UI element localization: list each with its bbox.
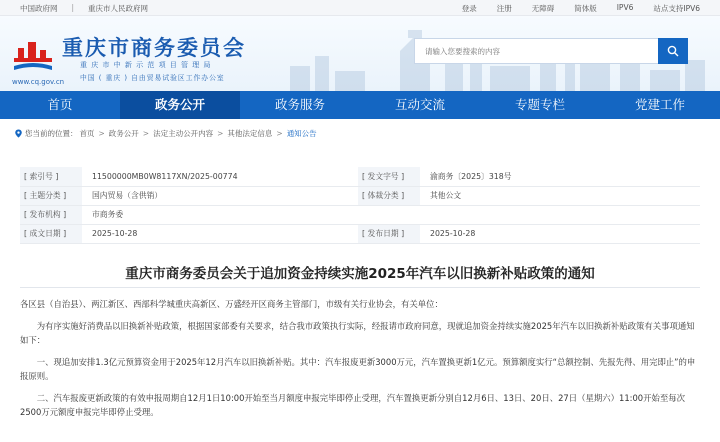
site-header (0, 16, 720, 91)
site-url: www.cq.gov.cn (12, 78, 65, 86)
ipv6-support-text: 站点支持IPV6 (653, 4, 700, 13)
site-subtitle-line1: 重 庆 市 中 新 示 范 项 目 管 理 局 (80, 61, 212, 69)
accessibility-link[interactable]: 无障碍 (531, 4, 555, 13)
link-cq-gov[interactable]: 重庆市人民政府网 (88, 4, 149, 13)
site-name: 重庆市商务委员会 (62, 36, 246, 60)
meta-key: [ 索引号 ] (20, 167, 82, 186)
meta-key: [ 主题分类 ] (20, 186, 82, 205)
breadcrumb-statutory[interactable]: 法定主动公开内容 (153, 129, 214, 138)
meta-key: [ 成文日期 ] (20, 224, 82, 243)
meta-value: 其他公文 (420, 186, 700, 205)
breadcrumb (14, 128, 317, 139)
simplified-link[interactable]: 简体版 (574, 4, 597, 13)
site-subtitle-line2: 中国 ( 重庆 ) 自由贸易试验区工作办公室 (80, 74, 225, 82)
meta-key: [ 发文字号 ] (358, 167, 420, 186)
breadcrumb-notices[interactable]: 通知公告 (286, 129, 317, 138)
article-paragraph: 为有序实施好消费品以旧换新补贴政策，根据国家部委有关要求，结合我市政策执行实际，经报请市政府同意，现就追加资金持续实施2025年汽车以旧换新补贴政策有关事项通知如下： (20, 320, 695, 345)
main-nav (0, 91, 720, 119)
meta-key: [ 发布机构 ] (20, 205, 82, 224)
table-row (20, 224, 700, 243)
nav-special-topics[interactable]: 专题专栏 (514, 97, 565, 112)
breadcrumb-prefix: 您当前的位置： (25, 129, 78, 138)
location-pin-icon (14, 129, 23, 138)
article-paragraph: 一、现追加安排1.3亿元预算资金用于2025年12月汽车以旧换新补贴。其中：汽车报废更新3000万元，汽车置换更新1亿元。预算额度实行“总额控制、先报先得、用完即止”的申报原则。 (20, 356, 696, 381)
nav-government-services[interactable]: 政务服务 (274, 97, 325, 112)
breadcrumb-other-info[interactable]: 其他法定信息 (227, 129, 273, 138)
divider (20, 287, 700, 288)
site-logo-icon (12, 38, 54, 72)
link-gov-cn[interactable]: 中国政府网 (20, 4, 58, 13)
top-links-left (20, 3, 148, 14)
divider: | (71, 3, 75, 12)
search-button[interactable] (658, 38, 688, 64)
article-body (20, 297, 700, 427)
table-row (20, 205, 700, 224)
ipv6-link[interactable]: IPV6 (616, 3, 634, 12)
breadcrumb-separator: > (217, 129, 224, 138)
document-metadata-table (20, 167, 700, 244)
nav-government-affairs-open[interactable]: 政务公开 (120, 91, 240, 119)
meta-value: 11500000MB0W8117XN/2025-00774 (82, 167, 358, 186)
article-paragraph: 各区县（自治县）、两江新区、西部科学城重庆高新区、万盛经开区商务主管部门，市级有关行业协会，有关单位： (20, 299, 443, 309)
nav-home[interactable]: 首页 (47, 97, 73, 112)
search-icon (667, 45, 679, 57)
meta-value: 2025-10-28 (420, 224, 700, 243)
table-row (20, 186, 700, 205)
breadcrumb-gov-open[interactable]: 政务公开 (108, 129, 139, 138)
breadcrumb-separator: > (276, 129, 283, 138)
article-title: 重庆市商务委员会关于追加资金持续实施2025年汽车以旧换新补贴政策的通知 (125, 266, 595, 282)
search-box (414, 38, 658, 64)
top-links-right (462, 3, 700, 14)
meta-key: [ 发布日期 ] (358, 224, 420, 243)
nav-interaction[interactable]: 互动交流 (394, 97, 445, 112)
nav-party-building[interactable]: 党建工作 (634, 97, 685, 112)
meta-key: [ 体裁分类 ] (358, 186, 420, 205)
top-utility-bar (0, 0, 720, 16)
meta-value: 市商务委 (82, 205, 700, 224)
article-paragraph: 二、汽车报废更新政策的有效申报周期自12月1日10:00开始至当月额度申报完毕即停止受理，汽车置换更新分别自12月6日、13日、20日、27日（星期六）11:00开始至每次2500万元额度申报完毕即停止受理。 (20, 392, 686, 417)
meta-value: 2025-10-28 (82, 224, 358, 243)
login-link[interactable]: 登录 (461, 4, 477, 13)
meta-value: 国内贸易（含供销） (82, 186, 358, 205)
breadcrumb-separator: > (142, 129, 150, 138)
register-link[interactable]: 注册 (496, 4, 512, 13)
breadcrumb-separator: > (98, 129, 105, 138)
meta-value: 渝商务〔2025〕318号 (420, 167, 700, 186)
breadcrumb-home[interactable]: 首页 (79, 129, 95, 138)
search-input[interactable] (415, 39, 658, 63)
table-row (20, 167, 700, 186)
